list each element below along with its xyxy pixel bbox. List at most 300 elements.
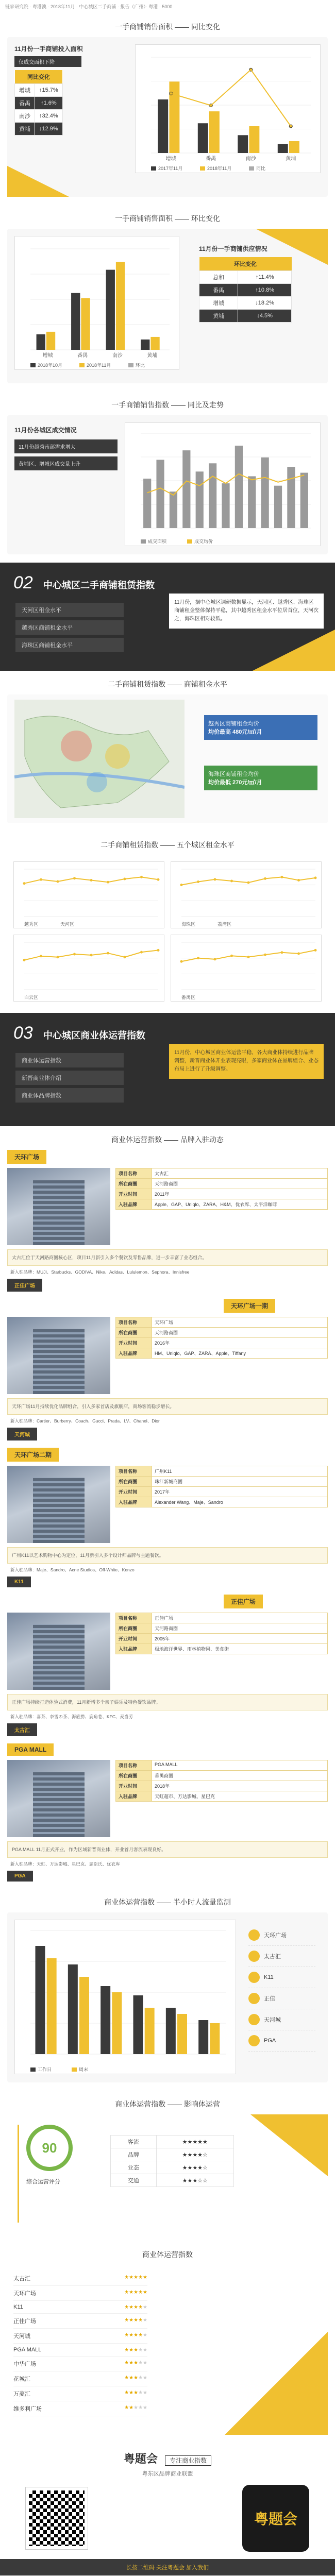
star-icon: ★	[138, 2347, 143, 2353]
chart-bar	[150, 337, 159, 350]
trend-chart	[125, 422, 321, 546]
brand-logo-icon	[248, 2035, 260, 2046]
legend-label: 同比	[256, 166, 266, 171]
legend-label: 2017年11月	[158, 166, 183, 171]
legend-label: 白云区	[24, 995, 39, 1000]
mall-photo	[7, 1760, 110, 1837]
info-key: 开业时间	[116, 1781, 152, 1791]
chapter-bullet: 海珠区商铺租金水平	[15, 638, 124, 652]
info-key: 所在商圈	[116, 1179, 152, 1189]
info-key: 项目名称	[116, 1168, 152, 1179]
rating-stars	[124, 2375, 147, 2383]
chart-bar	[112, 1992, 122, 2054]
star-icon: ★	[143, 2360, 147, 2366]
info-key: 开业时间	[116, 1338, 152, 1348]
table-head: 环比变化	[199, 257, 292, 271]
rating-stars	[124, 2289, 147, 2297]
brand-text: 太古汇位于天河路商圈核心区，项目11月新引入多个餐饮及零售品牌，进一步丰富了业态组合。	[7, 1249, 328, 1266]
info-value: 广州K11	[152, 1466, 328, 1477]
mom-chart	[14, 236, 179, 370]
callout-head: 11月份一手商铺投入面积	[14, 45, 83, 53]
table-cell: ↑1.6%	[35, 97, 63, 110]
legend-label: 成交面积	[148, 539, 167, 544]
rating-row	[13, 2371, 147, 2386]
table-cell: ↑32.4%	[35, 110, 63, 123]
table-cell: 番禺	[199, 284, 238, 297]
brand-info	[115, 1168, 328, 1245]
footer-sub: 粤东区品牌商业联盟	[142, 2471, 193, 2477]
traffic-brand	[248, 1946, 315, 1967]
info-value: Alexander Wang、Maje、Sandro	[152, 1497, 328, 1507]
star-icon: ★	[138, 2375, 143, 2381]
chapter-number: 02	[13, 573, 33, 592]
section-title: 商业体运营指数 —— 半小时人流量监测	[104, 1898, 231, 1906]
info-key: 项目名称	[116, 1760, 152, 1771]
rating-name: K11	[13, 2304, 23, 2310]
brand-name: 太古汇	[264, 1954, 281, 1960]
chapter-bullet: 越秀区商铺租金水平	[15, 620, 124, 635]
chart-line	[24, 950, 158, 960]
chart-line	[24, 877, 158, 883]
table-row	[116, 1328, 328, 1338]
table-row	[15, 123, 63, 135]
table-cell: ↑15.7%	[35, 84, 63, 97]
star-icon: ★	[143, 2317, 147, 2323]
score-panel	[7, 2114, 328, 2233]
tick-label: 增城	[165, 156, 176, 162]
brand-name: PGA	[264, 2038, 276, 2044]
brand-list: 新入驻品牌：MUJI、Starbucks、GODIVA、Nike、Adidas、Lululemon、Sephora、Innisfree	[10, 1269, 190, 1275]
corner-deco	[253, 630, 335, 671]
legend-label: 番禺区	[181, 995, 196, 1000]
legend-swatch	[79, 363, 85, 367]
table-row	[116, 1497, 328, 1507]
info-value: 2011年	[152, 1189, 328, 1199]
rent-chart	[171, 861, 322, 928]
star-icon: ★	[138, 2390, 143, 2396]
mom-table	[199, 257, 292, 323]
mall-photo	[7, 1168, 110, 1245]
rent-tags	[204, 715, 317, 790]
chapter-title: 中心城区商业体运营指数	[43, 1030, 145, 1041]
star-icon: ★	[138, 2405, 143, 2411]
corner-deco	[250, 2114, 328, 2176]
trend-panel	[7, 415, 328, 554]
chart-bar	[71, 293, 80, 350]
chart-bar	[106, 270, 115, 350]
brand-head	[7, 1317, 328, 1394]
rating-name: 花城汇	[13, 2376, 30, 2382]
chart-bar	[177, 2014, 187, 2054]
legend-label: 2018年11月	[87, 363, 111, 368]
footer-brand-name: 粤题会	[123, 2452, 158, 2465]
star-icon: ★	[124, 2275, 129, 2280]
traffic-brand	[248, 1967, 315, 1988]
table-row	[116, 1487, 328, 1497]
footer-bottom-bar: 长按二维码 关注粤题会 加入我们	[0, 2559, 335, 2575]
table-cell: 业态	[111, 2161, 157, 2174]
info-value: 天河路商圈	[152, 1328, 328, 1338]
table-row	[116, 1613, 328, 1623]
legend-label: 越秀区	[24, 922, 39, 927]
legend-swatch	[128, 363, 133, 367]
rating-stars	[124, 2304, 147, 2310]
star-icon: ★	[124, 2360, 129, 2366]
info-value: Apple、GAP、Uniqlo、ZARA、H&M、优衣库、太平洋咖啡	[152, 1199, 328, 1210]
rating-stars	[124, 2360, 147, 2368]
brand-block	[7, 1743, 328, 1882]
brand-blocks	[0, 1150, 335, 1882]
legend-label: 天河区	[60, 922, 75, 927]
table-cell: 增城	[15, 84, 35, 97]
section-title: 一手商铺销售面积 —— 同比变化	[115, 23, 220, 31]
section-title: 商业体运营指数	[142, 2250, 193, 2259]
chart-line	[171, 70, 291, 126]
star-icon: ★	[138, 2317, 143, 2323]
rent-chart-svg	[14, 862, 163, 929]
callout-sub: 仅成交面积下降	[14, 56, 81, 67]
brand-info	[115, 1466, 328, 1543]
star-icon: ★	[124, 2347, 129, 2353]
chart-bar	[238, 135, 248, 153]
star-icon: ★	[133, 2390, 139, 2396]
chart-bar	[198, 123, 208, 153]
star-icon: ★	[138, 2304, 143, 2310]
rent-tag-title: 海珠区商铺租金均价	[208, 771, 259, 777]
info-key: 所在商圈	[116, 1771, 152, 1781]
info-value: 2005年	[152, 1634, 328, 1644]
rating-row	[13, 2301, 147, 2314]
traffic-brand	[248, 2030, 315, 2052]
brand-name: K11	[264, 1974, 274, 1980]
table-row	[116, 1348, 328, 1359]
footer-slogan: 专注商业指数	[165, 2455, 211, 2466]
table-row	[116, 1623, 328, 1634]
brand-head	[7, 1168, 328, 1245]
rent-chart	[13, 861, 164, 928]
rating-name: PGA MALL	[13, 2347, 42, 2353]
rating-row	[13, 2271, 147, 2286]
chart-bar	[287, 467, 295, 528]
table-row	[116, 1189, 328, 1199]
rating-row	[13, 2314, 147, 2329]
table-row	[116, 1168, 328, 1179]
chart-bar	[235, 446, 243, 528]
brand-head	[7, 1466, 328, 1543]
brand-sublabel: 太古汇	[7, 1723, 37, 1736]
star-icon: ★	[143, 2304, 147, 2310]
info-key: 入驻品牌	[116, 1791, 152, 1802]
chart-bar	[198, 2020, 208, 2054]
legend-swatch	[30, 363, 36, 367]
info-key: 所在商圈	[116, 1477, 152, 1487]
mall-photo	[7, 1466, 110, 1543]
table-row	[116, 1771, 328, 1781]
tick-label: 番禺	[206, 156, 216, 162]
chart-bar	[209, 463, 216, 528]
chapter-bullet: 商业体运营指数	[15, 1053, 124, 1067]
brand-info	[115, 1317, 328, 1394]
table-row	[15, 110, 63, 123]
rating-stars	[124, 2389, 147, 2398]
brand-label: 天环广场	[7, 1150, 46, 1164]
chart-bar	[37, 334, 45, 350]
table-cell: 番禺	[15, 97, 35, 110]
star-icon: ★	[124, 2304, 129, 2310]
callout-point: 11月份越秀南部需求增大	[14, 439, 118, 453]
score-label: 综合运营评分	[26, 2179, 60, 2185]
rating-name: 天河城	[13, 2333, 30, 2340]
chapter-bullet: 商业体品牌指数	[15, 1088, 124, 1103]
table-row	[116, 1179, 328, 1189]
info-value: 2017年	[152, 1487, 328, 1497]
info-key: 入驻品牌	[116, 1199, 152, 1210]
brand-text: 正佳广场持续打造体验式消费，11月新增多个亲子娱乐及特色餐饮品牌。	[7, 1694, 328, 1710]
chart-bar	[36, 1946, 45, 2054]
chart-bar	[222, 483, 229, 528]
legend-swatch	[151, 166, 156, 171]
star-icon: ★	[133, 2360, 139, 2366]
table-head: 同比变化	[15, 70, 63, 84]
chart-bar	[100, 1986, 110, 2054]
info-key: 入驻品牌	[116, 1348, 152, 1359]
star-icon: ★	[133, 2347, 139, 2353]
brand-info-table	[115, 1317, 328, 1359]
rating-row	[13, 2401, 147, 2416]
table-cell: 南沙	[15, 110, 35, 123]
rent-chart-svg	[171, 935, 321, 1002]
star-icon: ★	[133, 2290, 139, 2295]
tick-label: 南沙	[245, 156, 256, 162]
table-cell: ★★★★★	[156, 2136, 234, 2148]
table-row	[116, 1760, 328, 1771]
chart-bar	[289, 141, 299, 153]
chart-bar	[249, 126, 259, 153]
brand-info-table	[115, 1168, 328, 1210]
rent-chart-svg	[171, 862, 321, 929]
star-icon: ★	[133, 2317, 139, 2323]
table-row	[111, 2174, 234, 2187]
table-cell: 黄埔	[15, 123, 35, 135]
table-cell: 总和	[199, 271, 238, 284]
brand-logo-icon	[248, 1929, 260, 1941]
info-value: 正佳广场	[152, 1613, 328, 1623]
brand-block	[7, 1150, 328, 1292]
table-row	[116, 1199, 328, 1210]
star-icon: ★	[138, 2360, 143, 2366]
chart-bar	[166, 2008, 176, 2054]
section-title: 商业体运营指数 —— 影响体运营	[115, 2100, 220, 2108]
info-value: 番禺商圈	[152, 1771, 328, 1781]
rent-chart-grid	[13, 861, 322, 1002]
brand-label: 天环广场一期	[224, 1299, 275, 1313]
table-cell: ↓12.9%	[35, 123, 63, 135]
traffic-brand-list	[248, 1925, 315, 2052]
chapter-bullet: 天河区租金水平	[15, 603, 124, 617]
info-key: 入驻品牌	[116, 1497, 152, 1507]
info-key: 项目名称	[116, 1466, 152, 1477]
rent-tag-value: 均价最低 270元/㎡/月	[208, 779, 262, 786]
star-icon: ★	[133, 2332, 139, 2338]
star-icon: ★	[133, 2405, 139, 2411]
brand-block	[7, 1595, 328, 1736]
star-icon: ★	[124, 2375, 129, 2381]
callout-point: 黄埔区、增城区成交量上升	[14, 456, 118, 470]
brand-label: 正佳广场	[224, 1595, 263, 1608]
info-value: 天环广场	[152, 1317, 328, 1328]
tick-label: 黄埔	[286, 156, 296, 162]
tick-label: 增城	[42, 353, 53, 359]
info-value: 极地海洋世界、雨林植物园、美食街	[152, 1644, 328, 1654]
mall-photo	[7, 1317, 110, 1394]
traffic-chart	[14, 1920, 236, 2074]
chart-bar	[143, 479, 151, 528]
traffic-brand	[248, 2009, 315, 2030]
brand-list: 新入驻品牌：Maje、Sandro、Acne Studios、Off-White、Kenzo	[10, 1567, 135, 1572]
corner-deco	[225, 2332, 328, 2435]
chapter-bullet: 新晋商业体介绍	[15, 1071, 124, 1085]
brand-text: 天环广场11月持续优化品牌组合，引入多家首店及旗舰店，商场客流稳步增长。	[7, 1398, 328, 1415]
info-key: 项目名称	[116, 1317, 152, 1328]
brand-list: 新入驻品牌：Cartier、Burberry、Coach、Gucci、Prada、LV、Chanel、Dior	[10, 1418, 160, 1423]
star-icon: ★	[129, 2390, 134, 2396]
yoy-chart	[135, 44, 321, 173]
chart-bar	[156, 460, 164, 528]
brand-sublabel: PGA	[7, 1871, 33, 1882]
table-cell: ★★★★☆	[156, 2161, 234, 2174]
brand-block	[7, 1448, 328, 1587]
section-title: 二手商铺租赁指数 —— 五个城区租金水平	[100, 841, 234, 849]
table-cell: ★★★☆☆	[156, 2174, 234, 2187]
traffic-brand	[248, 1925, 315, 1946]
star-icon: ★	[124, 2290, 129, 2295]
yoy-table	[14, 70, 63, 135]
mall-photo	[7, 1613, 110, 1690]
top-status-bar: 链家研究院 · 粤港澳 · 2018年11月 · 中心城区二手商铺 · 报告（广州）· 粤港 · 5000	[5, 4, 173, 9]
rating-name: 万菱汇	[13, 2391, 30, 2397]
legend-label: 荔湾区	[217, 922, 232, 927]
qr-code-icon[interactable]	[26, 2487, 88, 2549]
info-value: PGA MALL	[152, 1760, 328, 1771]
chapter-bullets	[15, 1053, 124, 1106]
star-icon: ★	[129, 2275, 134, 2280]
table-cell: ↓4.5%	[238, 310, 292, 323]
chart-bar	[46, 332, 55, 350]
brand-text: 广州K11以艺术购物中心为定位，11月新引入多个设计师品牌与主题餐饮。	[7, 1547, 328, 1564]
star-icon: ★	[129, 2332, 134, 2338]
rating-stars	[124, 2404, 147, 2413]
table-row	[199, 297, 292, 310]
legend-label: 2018年10月	[38, 363, 63, 368]
brand-logo-icon	[248, 1951, 260, 1962]
chart-bar	[79, 1977, 89, 2054]
legend-label: 海珠区	[181, 922, 196, 927]
chart-bar	[47, 1958, 57, 2054]
chapter-number: 03	[13, 1023, 33, 1043]
chart-bar	[300, 473, 308, 528]
table-row	[116, 1338, 328, 1348]
info-value: 太古汇	[152, 1168, 328, 1179]
info-value: 天河路商圈	[152, 1623, 328, 1634]
brand-logo-icon	[248, 1993, 260, 2004]
table-cell: ↑10.8%	[238, 284, 292, 297]
brand-sublabel: 天河城	[7, 1428, 37, 1440]
rating-row	[13, 2286, 147, 2301]
star-icon: ★	[133, 2275, 139, 2280]
star-icon: ★	[143, 2405, 147, 2411]
chart-bar	[145, 2008, 155, 2054]
brand-sublabel: 正佳广场	[7, 1279, 42, 1292]
rating-name: 中华广场	[13, 2361, 36, 2367]
legend-swatch	[249, 166, 254, 171]
chart-bar	[274, 486, 282, 528]
section-title: 二手商铺租赁指数 —— 商铺租金水平	[108, 680, 227, 688]
table-row	[116, 1466, 328, 1477]
legend-swatch	[30, 2067, 36, 2072]
chart-bar	[81, 298, 90, 350]
rating-row	[13, 2357, 147, 2371]
brand-block	[7, 1299, 328, 1440]
info-key: 所在商圈	[116, 1328, 152, 1338]
star-icon: ★	[143, 2375, 147, 2381]
info-key: 开业时间	[116, 1634, 152, 1644]
footer	[0, 2443, 335, 2575]
brand-name: 正佳	[264, 1996, 275, 2002]
rating-stars	[124, 2317, 147, 2325]
table-row	[199, 271, 292, 284]
legend-swatch	[187, 539, 192, 544]
brand-list: 新入驻品牌：喜茶、奈雪の茶、海底捞、鹿角巷、KFC、麦当劳	[10, 1714, 133, 1719]
brand-text: PGA MALL 11月正式开业，作为区域新晋商业体，开业首月客流表现良好。	[7, 1841, 328, 1858]
table-cell: 交通	[111, 2174, 157, 2187]
trend-callout	[14, 426, 118, 470]
info-value: 珠江新城商圈	[152, 1477, 328, 1487]
star-icon: ★	[143, 2290, 147, 2295]
rating-panel	[7, 2265, 328, 2435]
legend-swatch	[72, 2067, 77, 2072]
rating-name: 天环广场	[13, 2291, 36, 2297]
star-icon: ★	[129, 2290, 134, 2295]
rent-chart	[171, 935, 322, 1002]
chart-bar	[248, 476, 256, 528]
chapter-03	[0, 1013, 335, 1126]
chart-bar	[141, 340, 149, 350]
chart-bar	[133, 1995, 143, 2054]
star-icon: ★	[133, 2304, 139, 2310]
chart-bar	[261, 457, 269, 528]
info-value: 2016年	[152, 1338, 328, 1348]
star-icon: ★	[129, 2360, 134, 2366]
chapter-bullets	[15, 603, 124, 655]
chart-bar	[116, 262, 125, 350]
legend-label: 环比	[136, 363, 145, 368]
star-icon: ★	[129, 2304, 134, 2310]
info-key: 开业时间	[116, 1487, 152, 1497]
star-icon: ★	[138, 2275, 143, 2280]
table-row	[199, 310, 292, 323]
table-row	[116, 1634, 328, 1644]
table-row	[116, 1317, 328, 1328]
legend-swatch	[200, 166, 205, 171]
score-timeline	[18, 2125, 95, 2223]
table-row	[116, 1477, 328, 1487]
table-row	[199, 284, 292, 297]
star-icon: ★	[143, 2390, 147, 2396]
callout-head: 11月份各城区成交情况	[14, 427, 77, 434]
table-row	[111, 2148, 234, 2161]
brand-info-table	[115, 1760, 328, 1802]
legend-label: 周末	[79, 2067, 89, 2072]
